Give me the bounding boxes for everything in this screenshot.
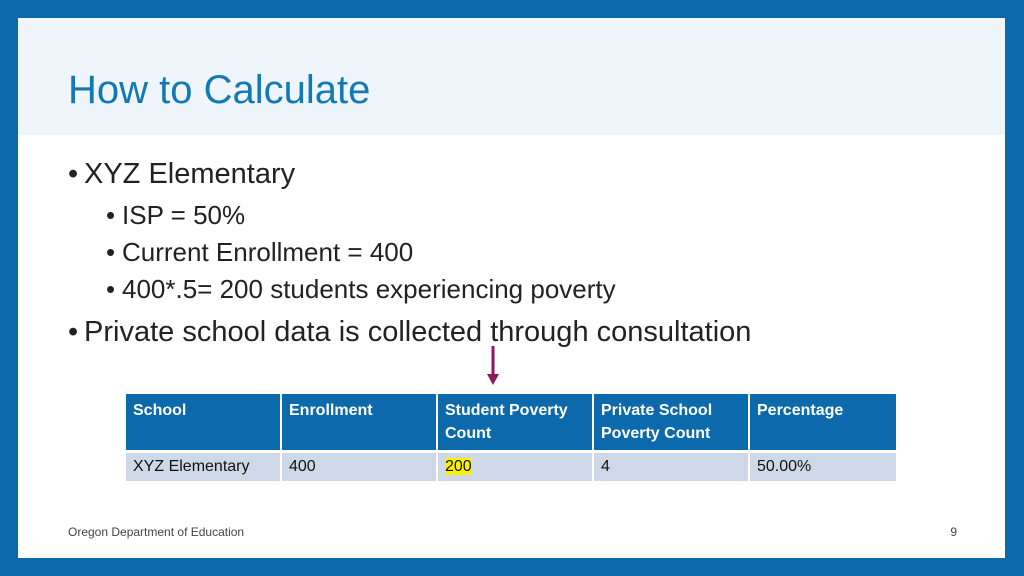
down-arrow-icon xyxy=(486,346,500,386)
bullet-dot: • xyxy=(68,316,79,348)
cell-private-school-poverty-count: 4 xyxy=(593,452,749,482)
header-school: School xyxy=(126,394,281,452)
table-header-row xyxy=(126,394,896,452)
slide-title: How to Calculate xyxy=(68,68,371,112)
header-student-poverty-count: Student Poverty Count xyxy=(437,394,593,452)
slide xyxy=(18,18,1005,558)
cell-enrollment: 400 xyxy=(281,452,437,482)
bullet-item xyxy=(68,158,295,191)
sub-bullet-item xyxy=(106,200,245,231)
cell-student-poverty-count xyxy=(437,452,593,482)
bullet-text: Current Enrollment = 400 xyxy=(122,237,414,267)
highlighted-value: 200 xyxy=(445,458,472,475)
page-number: 9 xyxy=(950,525,957,539)
cell-school: XYZ Elementary xyxy=(126,452,281,482)
sub-bullet-item xyxy=(106,274,616,305)
bullet-text: ISP = 50% xyxy=(122,200,246,230)
header-enrollment: Enrollment xyxy=(281,394,437,452)
bullet-text: 400*.5= 200 students experiencing poverty xyxy=(122,274,616,304)
footer-org: Oregon Department of Education xyxy=(68,525,245,539)
sub-bullet-item xyxy=(106,237,413,268)
poverty-table xyxy=(126,394,896,481)
bullet-dot: • xyxy=(106,200,116,230)
cell-percentage: 50.00% xyxy=(749,452,896,482)
bullet-dot: • xyxy=(68,158,79,190)
bullet-item xyxy=(68,316,751,349)
header-percentage: Percentage xyxy=(749,394,896,452)
header-private-school-poverty-count: Private School Poverty Count xyxy=(593,394,749,452)
bullet-text: Private school data is collected through consultation xyxy=(84,316,752,348)
bullet-dot: • xyxy=(106,237,116,267)
bullet-text: XYZ Elementary xyxy=(84,158,296,190)
bullet-dot: • xyxy=(106,274,116,304)
table-row xyxy=(126,452,896,482)
